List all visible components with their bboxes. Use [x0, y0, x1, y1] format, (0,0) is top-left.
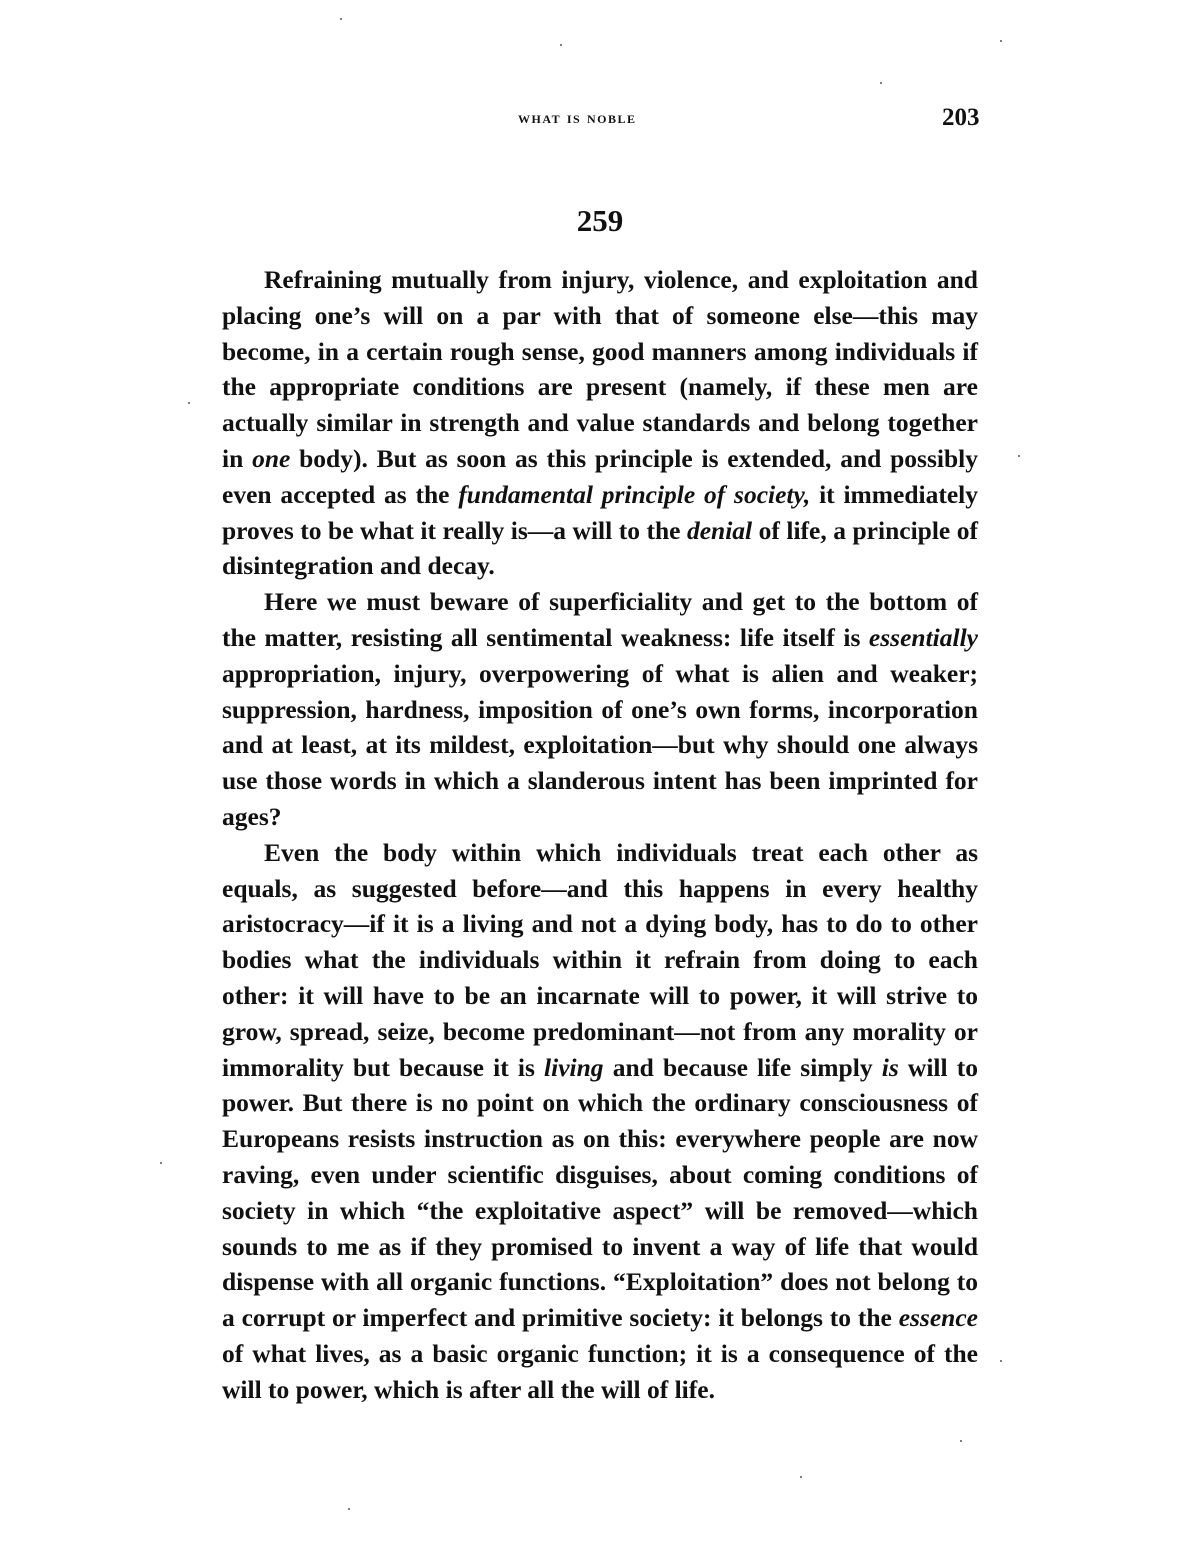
text-run: will to power. But there is no point on which the ordinary consciousness of Europeans resists instruction as on this: everywhere people are now raving, even under scientific disguises, about coming conditions of society in which “the exploitative aspect” will be removed—which sounds to me as if they promised to invent a way of life that would dispense with all organic functions. “Exploitation” does not belong to a corrupt or imperfect and primitive society: it belongs to the [222, 1052, 978, 1333]
text-run: Here we must beware of superficiality and get to the bottom of the matter, resisting all sentimental weakness: life itself is [222, 587, 978, 652]
paragraph-1 [222, 262, 978, 584]
text-run: of what lives, as a basic organic function; it is a consequence of the will to power, which is after all the will of life. [222, 1338, 978, 1404]
text-run: body). But as soon as this principle is extended, and possibly even accepted as the [222, 443, 978, 509]
text-run: of life, a principle of disintegration and decay. [222, 515, 978, 581]
italic-text: one [252, 443, 291, 473]
scan-speck [348, 1508, 350, 1510]
text-run: and because life simply [603, 1052, 882, 1082]
text-run: Even the body within which individuals treat each other as equals, as suggested before—and this happens in every healthy aristocracy—if it is a living and not a dying body, has to do to other bodies what the individuals within it refrain from doing to each other: it will have to be an incarnate will to power, it will strive to grow, spread, seize, become predominant—not from any morality or immorality but because it is [222, 837, 978, 1082]
page-number: 203 [942, 104, 980, 131]
italic-text: essence [898, 1303, 978, 1333]
italic-text: living [544, 1052, 604, 1082]
text-run: appropriation, injury, overpowering of what is alien and weaker; suppression, hardness, imposition of one’s own forms, incorporation and at least, at its mildest, exploitation—but why should one always use those words in which a slanderous intent has been imprinted for ages? [222, 658, 978, 831]
scan-speck [340, 18, 342, 20]
italic-text: fundamental principle of society, [458, 479, 811, 509]
scan-speck [560, 44, 562, 46]
scan-speck [188, 402, 190, 404]
scan-speck [1000, 1360, 1002, 1362]
text-run: it immediately proves to be what it really is—a will to the [222, 479, 978, 545]
running-title: what is noble [518, 108, 637, 127]
scan-speck [160, 1162, 162, 1164]
scan-speck [800, 1476, 802, 1478]
italic-text: denial [686, 515, 753, 545]
scan-speck [1018, 455, 1020, 457]
section-number: 259 [576, 203, 624, 238]
italic-text: essentially [868, 622, 978, 652]
scan-speck [1000, 40, 1002, 42]
italic-text: is [881, 1052, 899, 1082]
paragraph-2 [222, 584, 978, 835]
text-run: Refraining mutually from injury, violence, and exploitation and placing one’s will on a par with that of someone else—this may become, in a certain rough sense, good manners among individuals if the appropriate conditions are present (namely, if these men are actually similar in strength and value standards and belong together in [222, 265, 978, 473]
scan-speck [880, 82, 882, 84]
scan-speck [960, 1440, 962, 1442]
body-text [222, 262, 978, 1408]
paragraph-3 [222, 835, 978, 1408]
running-head [0, 104, 1200, 138]
